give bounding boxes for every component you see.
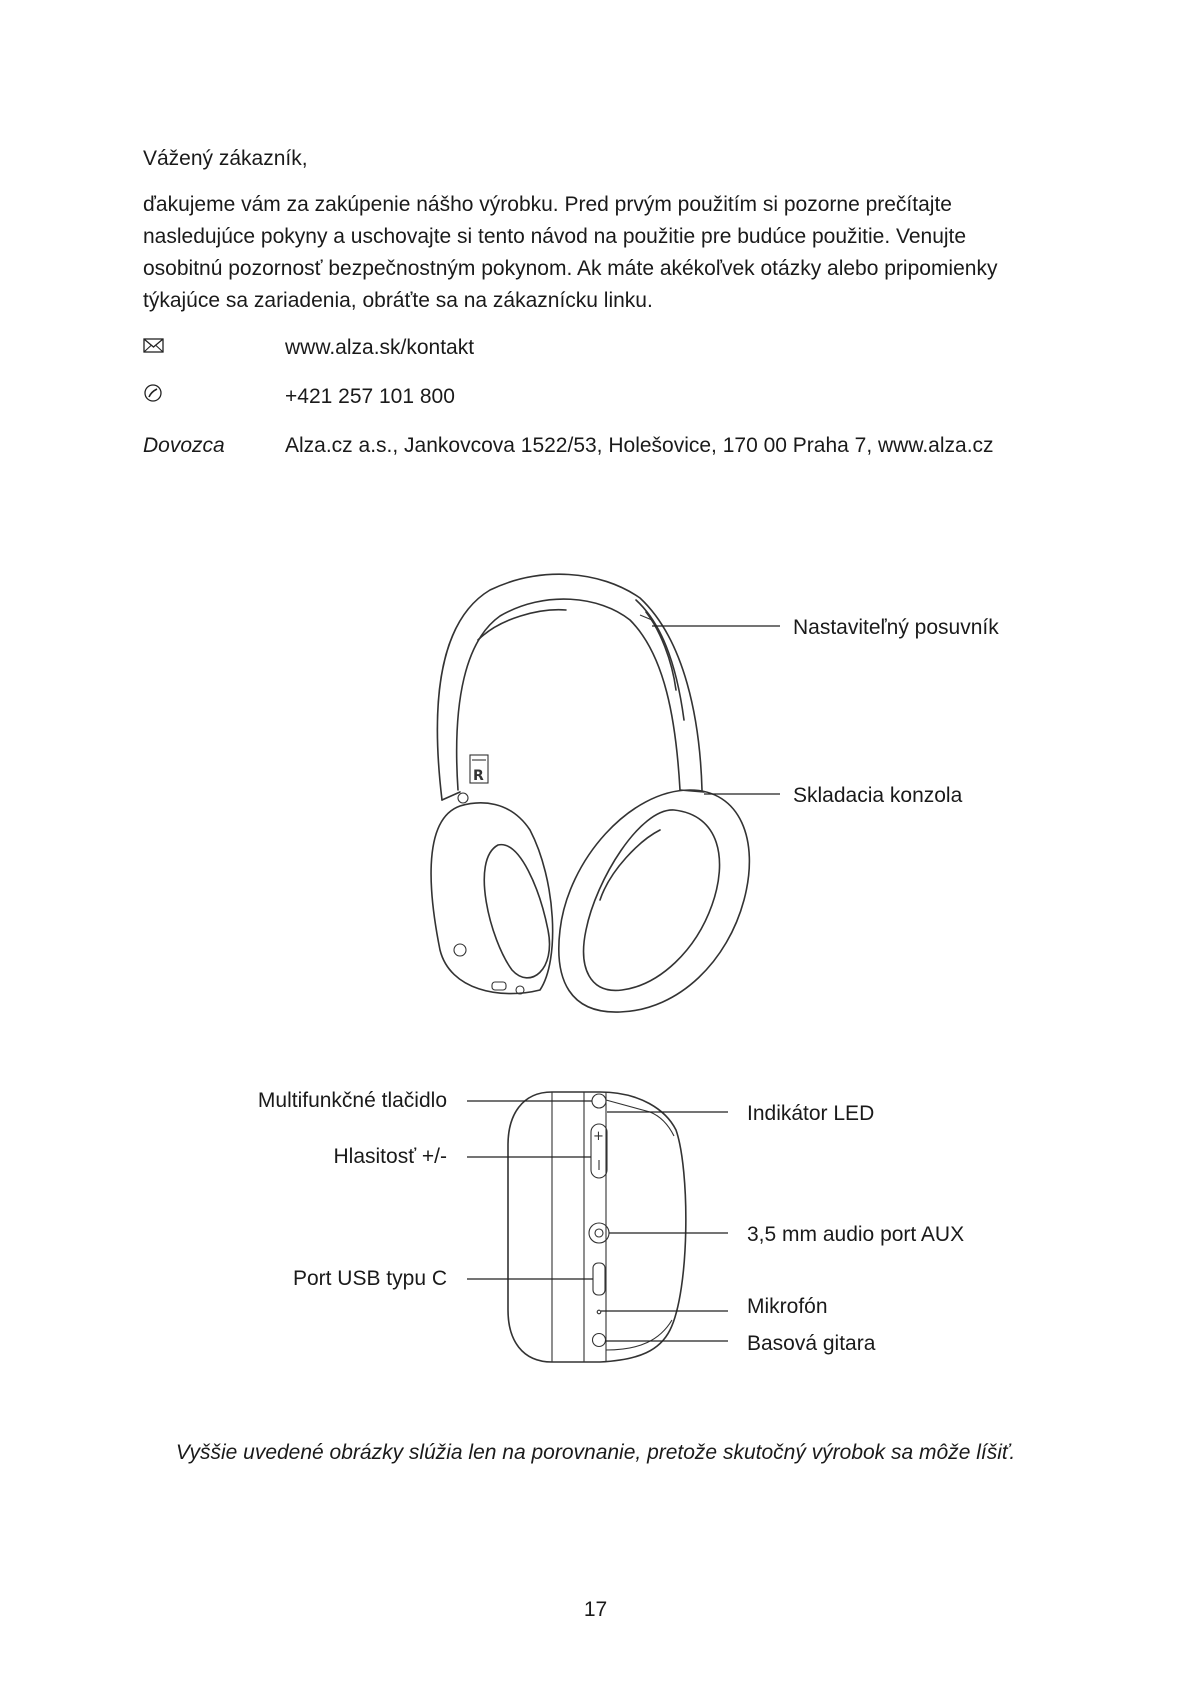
disclaimer: Vyššie uvedené obrázky slúžia len na porovnanie, pretože skutočný výrobok sa môže líšiť. <box>175 1441 1016 1464</box>
label-adjustable-slider: Nastaviteľný posuvník <box>793 616 999 639</box>
page-number: 17 <box>583 1598 608 1621</box>
label-aux-port: 3,5 mm audio port AUX <box>747 1223 965 1246</box>
intro-line: týkajúce sa zariadenia, obráťte sa na zákaznícku linku. <box>143 289 653 312</box>
importer-address: Alza.cz a.s., Jankovcova 1522/53, Holešovice, 170 00 Praha 7, www.alza.cz <box>285 434 994 457</box>
label-volume: Hlasitosť +/- <box>333 1145 447 1168</box>
label-microphone: Mikrofón <box>747 1295 828 1318</box>
intro-line: osobitnú pozornosť bezpečnostným pokynom. Ak máte akékoľvek otázky alebo pripomienky <box>143 257 998 280</box>
label-usb-port: Port USB typu C <box>292 1267 447 1290</box>
greeting: Vážený zákazník, <box>143 147 308 170</box>
left-ear-cup <box>431 803 553 994</box>
label-multifunction-button: Multifunkčné tlačidlo <box>257 1089 447 1112</box>
label-folding-hinge: Skladacia konzola <box>793 784 963 807</box>
label-led-indicator: Indikátor LED <box>747 1102 875 1125</box>
intro-line: nasledujúce pokyny a uschovajte si tento návod na použitie pre budúce použitie. Venujte <box>143 225 967 248</box>
usb-port-shape <box>593 1263 605 1295</box>
ear-marker-letter: R <box>473 768 484 784</box>
multifunction-button-shape <box>592 1094 606 1108</box>
label-bass: Basová gitara <box>747 1332 876 1355</box>
phone-number[interactable]: +421 257 101 800 <box>285 385 455 408</box>
adjustable-slider <box>636 600 684 720</box>
email-link[interactable]: www.alza.sk/kontakt <box>285 336 475 359</box>
importer-label: Dovozca <box>143 434 225 457</box>
headband-outer <box>437 574 702 800</box>
headband-inner <box>457 599 680 790</box>
svg-text:+: + <box>593 1129 604 1144</box>
intro-line: ďakujeme vám za zakúpenie nášho výrobku. Pred prvým použitím si pozorne prečítajte <box>143 193 952 216</box>
